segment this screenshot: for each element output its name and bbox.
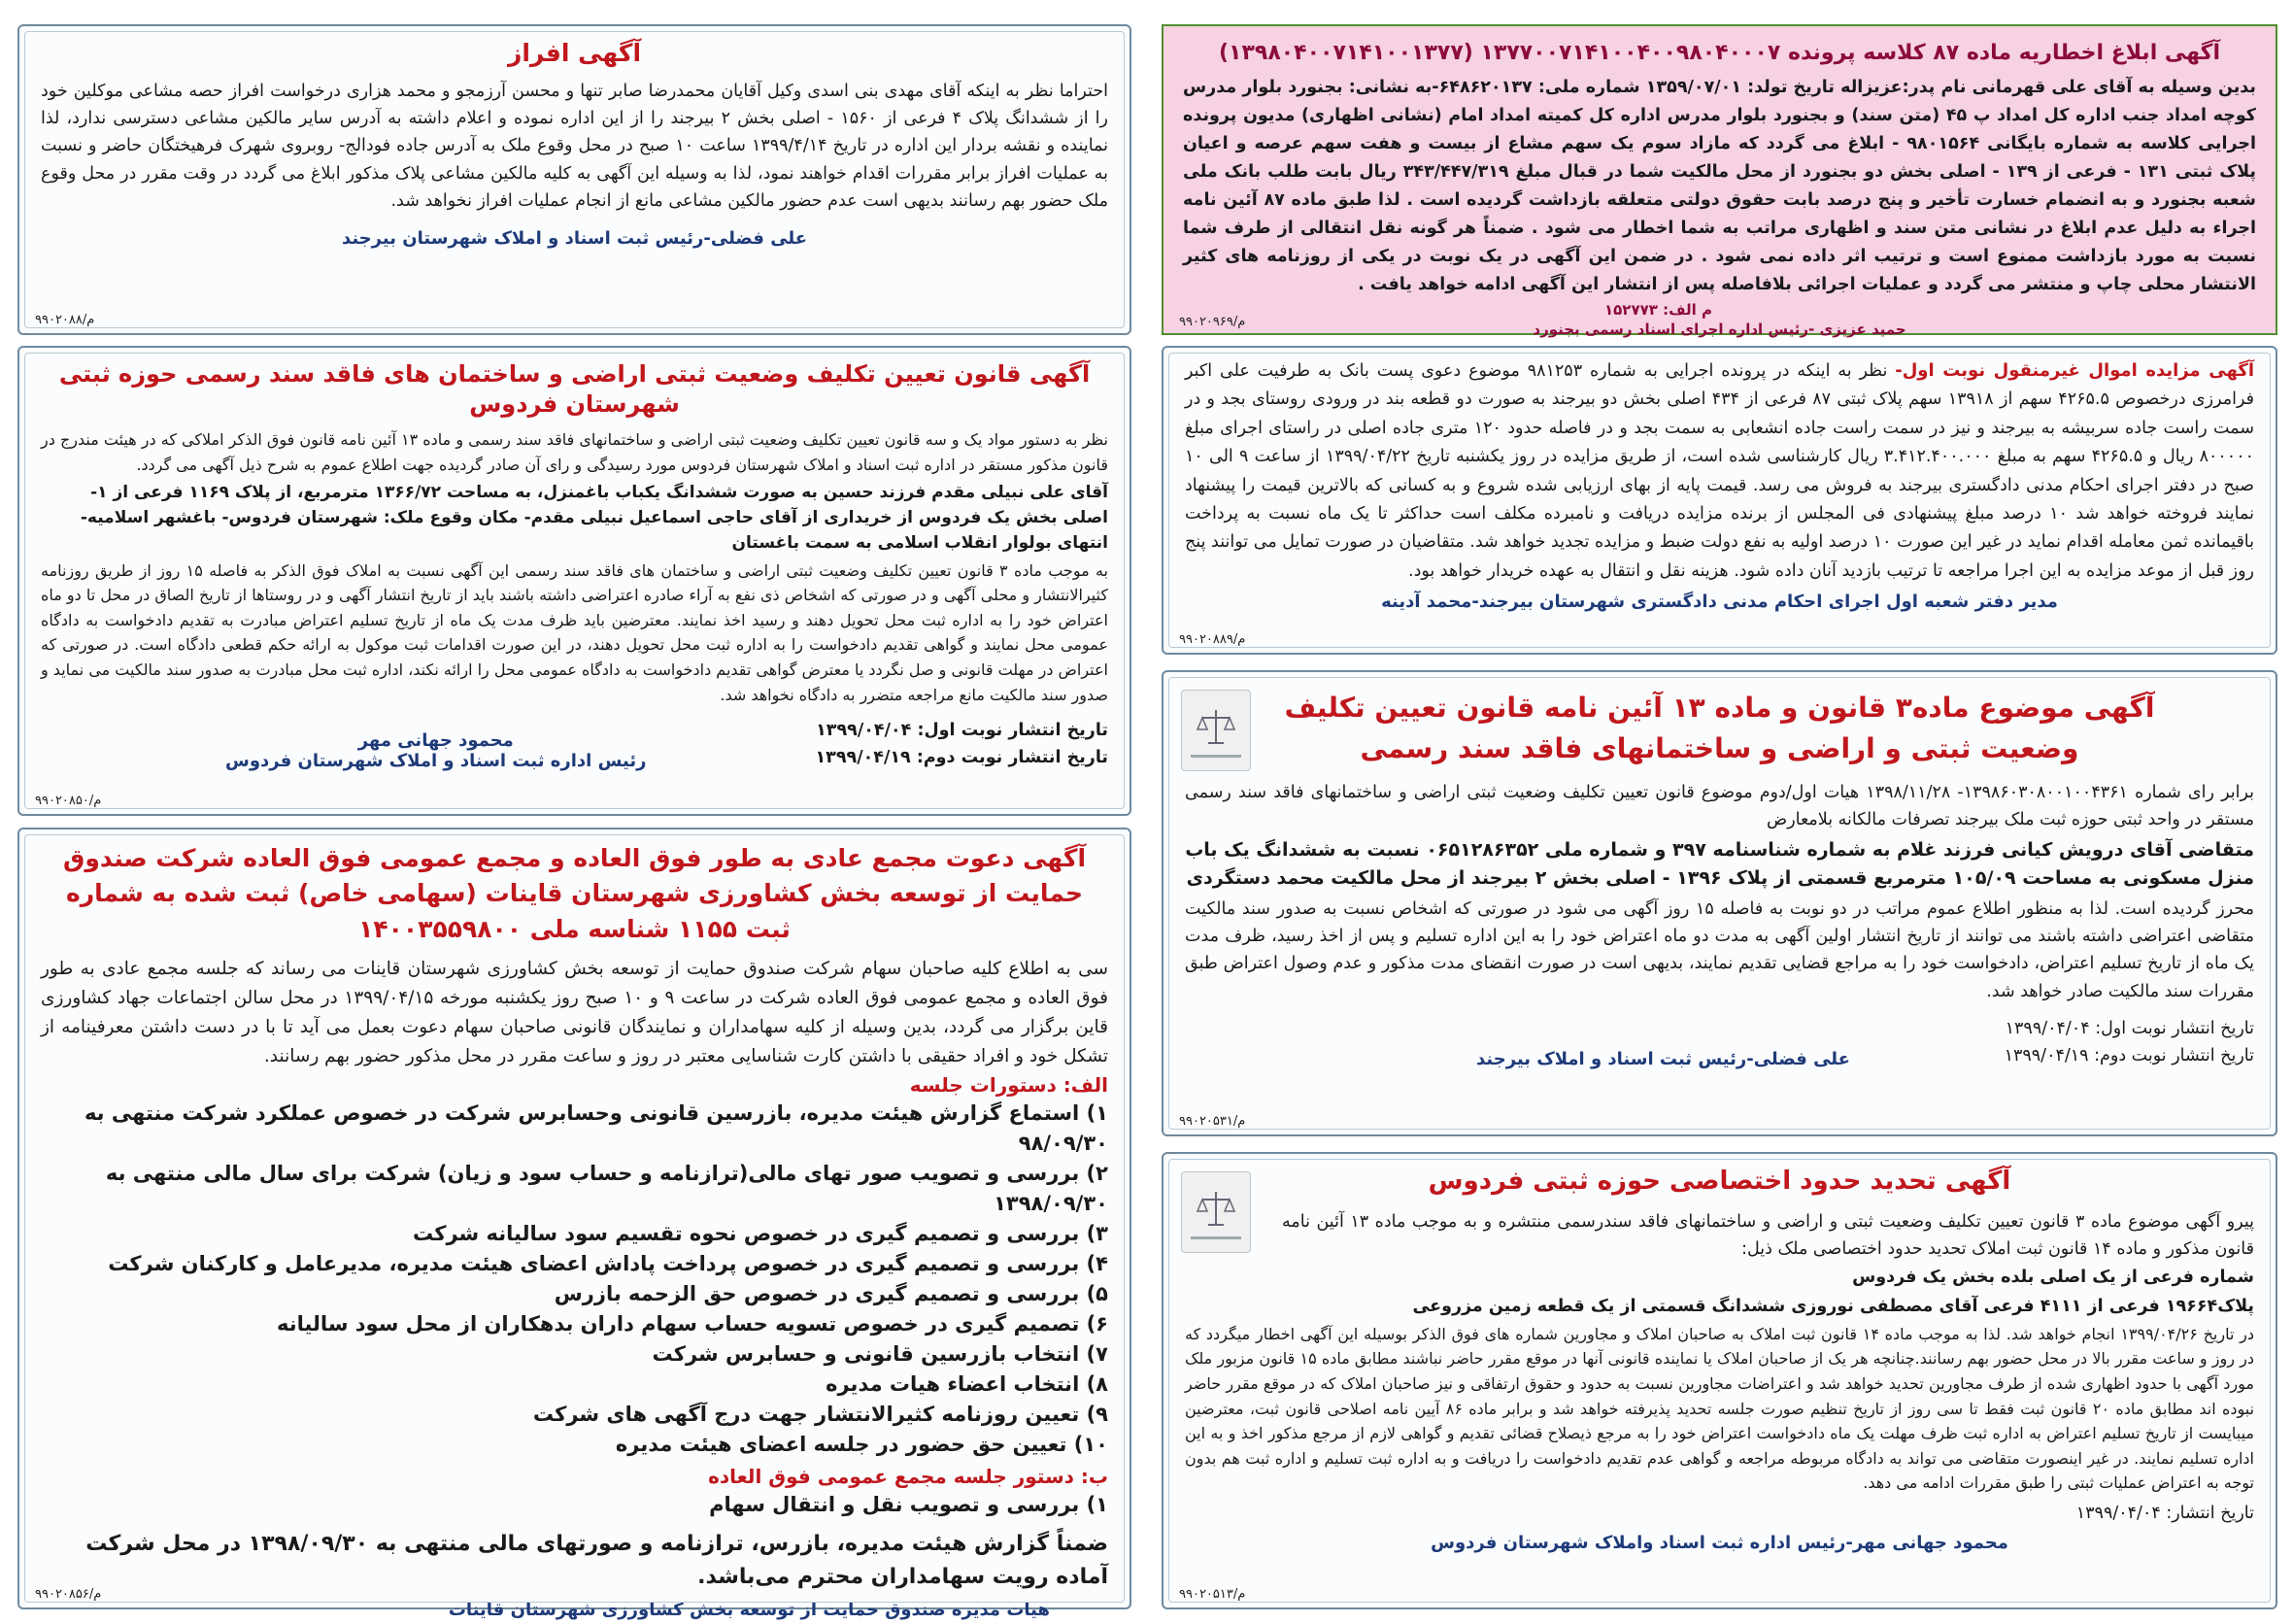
agenda-item: ۱) بررسی و تصویب نقل و انتقال سهام — [709, 1492, 1108, 1516]
auction-body — [1185, 357, 2254, 586]
assembly-signature: هیات مدیره صندوق حمایت از توسعه بخش کشاورزی شهرستان قاینات — [448, 1599, 1050, 1620]
ferdows-status-body: نظر به دستور مواد یک و سه قانون تعیین تکلیف وضعیت ثبتی اراضی و ساختمانهای فاقد سند رسمی و ماده ۱۳ آئین نامه قانون فوق الذکر املاکی که در هیئت مندرج در قانون مذکور مستقر در اداره ثبت اسناد و املاک شهرستان فردوس مورد رسیدگی و رای آن صادر گردیده جهت اطلاع عموم به شرح ذیل آگهی می گردد. — [41, 430, 1108, 474]
assembly-agenda — [41, 1099, 1108, 1461]
afraz-notice — [17, 24, 1131, 335]
assembly-title: آگهی دعوت مجمع عادی به طور فوق العاده و مجمع عمومی فوق العاده شرکت صندوق حمایت از توسعه بخش کشاورزی شهرستان قاینات (سهامی خاص) ثبت شده به شماره ثبت ۱۱۵۵ شناسه ملی ۱۴۰۰۳۵۵۹۸۰۰ — [62, 844, 1087, 943]
ferdows-status-code: م/۹۹۰۲۰۸۵۰ — [35, 794, 102, 808]
birjand-status-highlight: متقاضی آقای درویش کیانی فرزند غلام به شماره شناسنامه ۳۹۷ و شماره ملی ۰۶۵۱۲۸۶۳۵۲ نسبت به ششدانگ یک باب منزل مسکونی به مساحت ۱۰۵/۰۹ مترمربع قسمتی از پلاک ۱۳۹۶ - اصلی بخش ۲ بیرجند از محل مالکیت محمد دستگردی — [1185, 838, 2254, 890]
boundary-code: م/۹۹۰۲۰۵۱۳ — [1179, 1587, 1246, 1602]
birjand-status-title: آگهی موضوع ماده۳ قانون و ماده ۱۳ آئین نامه قانون تعیین تکلیف وضعیت ثبتی و اراضی و ساختمانهای فاقد سند رسمی — [1284, 692, 2155, 764]
assembly-body: سی به اطلاع کلیه صاحبان سهام شرکت صندوق حمایت از توسعه بخش کشاورزی شهرستان قاینات می رساند که جلسه مجمع عادی به طور فوق العاده و مجمع عمومی فوق العاده شرکت در ساعت ۹ و ۱۰ صبح روز یکشنبه مورخه ۱۳۹۹/۰۴/۱۵ در محل سالن اجتماعات جهاد کشاورزی قاین برگزار می گردد، بدین وسیله از کلیه سهامداران و نمایندگان قانونی صاحبان سهام دعوت بعمل می آید تا با در دست داشتن معرفینامه از تشکل خود و افراد حقیقی با داشتن کارت شناسایی معتبر در روز و ساعت مقرر در محل مذکور حضور بهم رسانند. — [41, 958, 1109, 1066]
ferdows-status-body2: به موجب ماده ۳ قانون تعیین تکلیف وضعیت ثبتی اراضی و ساختمان های فاقد سند رسمی این آگهی نسبت به املاک فوق الذکر به فاصله ۱۵ روز از طریق روزنامه کثیرالانتشار و محلی آگهی و در صورتی که اشخاص ذی نفع به آراء صادره اعتراضی داشته باشند باید از تاریخ انتشار آگهی و در روستاها از تاریخ الصاق در محل تا دو ماه اعتراض خود را به اداره ثبت محل تحویل دهند و رسید اخذ نمایند. معترضین باید ظرف مدت یک ماه از تاریخ تسلیم اعتراض مبادرت به تقدیم دادخواست به دادگاه عمومی محل نمایند و گواهی تقدیم دادخواست را به اداره ثبت محل تحویل دهند، در این صورت اقدامات ثبت موکول به ارائه حکم قطعی دادگاه است. در صورتی که اعتراض در مهلت قانونی و صل نگردد یا معترض گواهی تقدیم دادخواست به دادگاه عمومی محل را ارائه نکند، اداره ثبت محل مبادرت به صدور سند مالکیت می نماید و صدور سند مالکیت مانع مراجعه متضرر به دادگاه نخواهد شد. — [40, 560, 1108, 704]
boundary-body2: در تاریخ ۱۳۹۹/۰۴/۲۶ انجام خواهد شد. لذا به موجب ماده ۱۴ قانون ثبت املاک به صاحبان املاک و مجاورین شماره های فوق الذکر بوسیله این آگهی اخطار میگردد که در روز و ساعت مقرر بالا در محل حضور بهم رسانند.چنانچه هر یک از صاحبان املاک یا نماینده قانونی آنها در موقع مقرر حاضر نباشند مطابق ماده ۱۵ قانون مزبور ملک مورد آگهی با حدود اظهاری شده از طرف مجاورین تحدید خواهد شد و اعتراضات مجاورین نسبت به حدود و حقوق ارتفاقی و نیز صاحبان املاک که در موقع مقرر حاضر نبوده اند مطابق ماده ۲۰ قانون ثبت فقط تا سی روز از تاریخ تنظیم صورت جلسه تحدید پذیرفته خواهد شد و برابر ماده ۸۶ آیین نامه اصلاحی قانون ثبت، معترضین میبایست از تاریخ تسلیم اعتراض به اداره ثبت ظرف مهلت یک ماه دادخواست اعتراض خود را به مرجع ذیصلاح قضائی تقدیم و گواهی لازم از مرجع مذکور اخذ و به این اداره تسلیم نمایند. در غیر اینصورت متقاضی می تواند به دادگاه مربوطه مراجعه و گواهی عدم تقدیم دادخواست را دریافت و به اداره ثبت تسلیم و اداره ثبت هم بدون توجه به اعتراض عملیات ثبتی را طبق مقررات ادامه می دهد. — [1185, 1324, 2255, 1493]
afraz-code: م/۹۹۰۲۰۸۸ — [35, 313, 95, 327]
boundary-signature: محمود جهانی مهر-رئیس اداره ثبت اسناد واملاک شهرستان فردوس — [1431, 1532, 2008, 1553]
assembly-note: ضمناً گزارش هیئت مدیره، بازرس، ترازنامه و صورتهای مالی منتهی به ۱۳۹۸/۰۹/۳۰ در محل شرکت آماده رویت سهامداران محترم می‌باشد. — [85, 1531, 1108, 1589]
birjand-status-notice — [1162, 670, 2277, 1136]
afraz-title: آگهی افراز — [507, 39, 642, 67]
assembly-agenda-b — [41, 1490, 1108, 1520]
birjand-status-date2: تاریخ انتشار نوبت دوم: ۱۳۹۹/۰۴/۱۹ — [2004, 1045, 2254, 1066]
ferdows-status-date1: تاریخ انتشار نوبت اول: ۱۳۹۹/۰۴/۰۴ — [816, 721, 1108, 741]
agenda-item: ۷) انتخاب بازرسین قانونی و حسابرس شرکت — [652, 1342, 1108, 1367]
agenda-item: ۱۰) تعیین حق حضور در جلسه اعضای هیئت مدیره — [615, 1433, 1108, 1457]
ferdows-status-signer-name: محمود جهانی مهر — [357, 730, 514, 752]
agenda-item: ۵) بررسی و تصمیم گیری در خصوص حق الزحمه بازرس — [554, 1282, 1108, 1306]
birjand-status-code: م/۹۹۰۲۰۵۳۱ — [1179, 1114, 1246, 1129]
birjand-status-signature: علی فضلی-رئیس ثبت اسناد و املاک بیرجند — [1476, 1048, 1850, 1069]
agenda-item: ۴) بررسی و تصمیم گیری در خصوص پرداخت پاداش اعضای هیئت مدیره، مدیرعامل و کارکنان شرکت — [108, 1252, 1108, 1276]
execution-notice-body: بدین وسیله به آقای علی قهرمانی نام پدر:عزیزاله تاریخ تولد: ۱۳۵۹/۰۷/۰۱ شماره ملی: ۶۴۸۶۲۰۱۳۷-به نشانی: بجنورد بلوار مدرس کوچه امداد جنب اداره کل امداد پ ۴۵ (متن سند) و بجنورد بلوار مدرس اداره کل کمیته امداد امام (نشانی اظهاری) مدیون پرونده اجرایی کلاسه به شماره بایگانی ۹۸۰۱۵۶۴ - ابلاغ می گردد که مازاد سوم یک سهم مشاع از بیست و هفت سهم عرصه و اعیان پلاک ثبتی ۱۳۱ - فرعی از ۱۳۹ - اصلی بخش دو بجنورد از محل مالکیت شما در قبال مبلغ ۳۴۳/۴۴۷/۳۱۹ ریال بابت طلب بانک ملی شعبه بجنورد و به انضمام خسارت تأخیر و پنج درصد بابت حقوق دولتی متعلقه بازداشت گردیده است . لذا طبق ماده ۸۷ آئین نامه اجراء به دلیل عدم ابلاغ در نشانی متن سند و اظهاری مراتب به شما اخطار می شود . ضمناً هر گونه نقل انتقالی از طرف شما نسبت به مورد بازداشت ممنوع است و ترتیب اثر داده نمی شود . در ضمن این آگهی در یک نوبت در یکی از روزنامه های کثیر الانتشار محلی چاپ و منتشر می گردد و عملیات اجرائی بلافاصله پس از انتشار این آگهی ادامه خواهد یافت . — [1183, 77, 2256, 294]
agenda-item: ۶) تصمیم گیری در خصوص تسویه حساب سهام داران بدهکاران از محل سود سالیانه — [276, 1312, 1108, 1336]
auction-title: آگهی مزایده اموال غیرمنقول نوبت اول- — [1895, 360, 2254, 381]
ferdows-status-highlight: آقای علی نبیلی مقدم فرزند حسین به صورت ششدانگ یکباب باغمنزل، به مساحت ۱۳۶۶/۷۲ مترمربع، از پلاک ۱۱۶۹ فرعی از ۱- اصلی بخش یک فردوس از خریداری از آقای حاجی اسماعیل نبیلی مقدم- مکان وقوع ملک: شهرستان فردوس- باغشهر اسلامیه- انتهای بولوار انقلاب اسلامی به سمت باغستان — [80, 482, 1108, 554]
agenda-item: ۱) استماع گزارش هیئت مدیره، بازرسین قانونی وحسابرس شرکت در خصوص عملکرد شرکت منتهی به ۹۸/۰۹/۳۰ — [84, 1100, 1108, 1155]
auction-notice — [1162, 346, 2277, 655]
ferdows-status-title: آگهی قانون تعیین تکلیف وضعیت ثبتی اراضی و ساختمان های فاقد سند رسمی حوزه ثبتی شهرستان فردوس — [58, 360, 1091, 419]
execution-notice-code: م/۹۹۰۲۰۹۶۹ — [1179, 315, 1246, 329]
afraz-signature: علی فضلی-رئیس ثبت اسناد و املاک شهرستان بیرجند — [341, 228, 808, 250]
assembly-section-a: الف: دستورات جلسه — [909, 1072, 1108, 1097]
agenda-item: ۳) بررسی و تصمیم گیری در خصوص نحوه تقسیم سود سالیانه شرکت — [413, 1221, 1108, 1245]
birjand-status-date1: تاریخ انتشار نوبت اول: ۱۳۹۹/۰۴/۰۴ — [2005, 1018, 2254, 1038]
ferdows-status-date2: تاریخ انتشار نوبت دوم: ۱۳۹۹/۰۴/۱۹ — [815, 748, 1108, 768]
boundary-line1: شماره فرعی از یک اصلی بلده بخش یک فردوس — [1852, 1268, 2254, 1288]
scales-icon — [1193, 1186, 1239, 1233]
boundary-body: پیرو آگهی موضوع ماده ۳ قانون تعیین تکلیف وضعیت ثبتی و اراضی و ساختمانهای فاقد سندرسمی منتشره و به موجب ماده ۱۳ آئین نامه قانون مذکور و ماده ۱۴ قانون ثبت املاک تحدید حدود اختصاصی ملک ذیل: — [1282, 1211, 2255, 1260]
afraz-body: احتراما نظر به اینکه آقای مهدی بنی اسدی وکیل آقایان محمدرضا صابر تنها و محسن آرزمجو و محمد هزاری درخواست افراز حصه مشاعی موکلین خود را از ششدانگ پلاک ۴ فرعی از ۱۵۶۰ - اصلی بخش ۲ بیرجند را از این اداره نموده و اعلام داشته به آدرس سایر مالکین مشاعی دسترسی ندارد، لذا نماینده و نقشه بردار این اداره در تاریخ ۱۳۹۹/۴/۱۴ ساعت ۱۰ صبح در محل وقوع ملک به آدرس جاده فودالج- روبروی شهرک فرهیختگان حاضر و نسبت به عملیات افراز برابر مقررات اقدام خواهند نمود، لذا به وسیله این آگهی به کلیه مالکین مشاعی پلاک مذکور ابلاغ می گردد در وقت مقرر در محل وقوع ملک حضور بهم رسانند بدیهی است عدم حضور مالکین مشاعی مانع از انجام عملیات افراز نخواهد شد. — [41, 81, 1109, 211]
agenda-item: ۲) بررسی و تصویب صور تهای مالی(ترازنامه و حساب سود و زیان) شرکت برای سال مالی منتهی به ۱۳۹۸/۰۹/۳۰ — [105, 1161, 1108, 1215]
assembly-code: م/۹۹۰۲۰۸۵۶ — [35, 1587, 102, 1602]
agenda-item: ۸) انتخاب اعضاء هیات مدیره — [826, 1372, 1108, 1397]
assembly-section-b: ب: دستور جلسه مجمع عمومی فوق العاده — [708, 1464, 1108, 1488]
execution-notice-title: آگهی ابلاغ اخطاریه ماده ۸۷ کلاسه پرونده ۱۳۷۷۰۰۷۱۴۱۰۰۴۰۰۹۸۰۴۰۰۰۷ (۱۳۹۸۰۴۰۰۷۱۴۱۰۰۱۳۷۷) — [1218, 41, 2221, 65]
execution-notice-signature: حمید عزیزی -رئیس اداره اجرای اسناد رسمی بجنورد — [1533, 320, 1906, 338]
auction-signature: مدیر دفتر شعبه اول اجرای احکام مدنی دادگستری شهرستان بیرجند-محمد آدینه — [1381, 592, 2058, 613]
boundary-title: آگهی تحدید حدود اختصاصی حوزه ثبتی فردوس — [1428, 1167, 2011, 1196]
birjand-status-body2: محرز گردیده است. لذا به منظور اطلاع عموم مراتب در دو نوبت به فاصله ۱۵ روز آگهی می شود در صورتی که اشخاص نسبت به صدور سند مالکیت متقاضی اعتراضی داشته باشند می توانند از تاریخ انتشار اولین آگهی به مدت دو ماه اعتراض خود را به این اداره تسلیم و پس از اخذ رسید، ظرف مدت یک ماه از تاریخ تسلیم اعتراض، دادخواست خود را به مراجع قضایی تقدیم نمایند، بدیهی است در صورت انقضای مدت مذکور و عدم وصول اعتراض طبق مقررات سند مالکیت صادر خواهد شد. — [1185, 898, 2254, 1001]
ferdows-status-notice — [17, 346, 1131, 816]
boundary-date: تاریخ انتشار: ۱۳۹۹/۰۴/۰۴ — [2075, 1503, 2254, 1523]
execution-notice — [1162, 24, 2277, 338]
scales-icon — [1193, 704, 1239, 751]
auction-text: نظر به اینکه در پرونده اجرایی به شماره ۹۸۱۲۵۳ موضوع دعوی پست بانک به طرفیت علی اکبر فرامرزی درخصوص ۴۲۶۵.۵ سهم از ۱۳۹۱۸ سهم پلاک ثبتی ۸۷ فرعی از ۴۳۴ اصلی بخش دو بیرجند به صورت دو قطعه بند در ورودی روستای بجد و در سمت راست جاده سربیشه به بیرجند و نیز در سمت راست جاده انشعابی به سمت بجد و در فاصله حدود ۱۲۰ متری جاده اصلی در راستای اجرای مبلغ ۸۰۰۰۰۰ ریال و ۴۲۶۵.۵ سهم به مبلغ ۳.۴۱۲.۴۰۰.۰۰۰ ریال کارشناسی شده است، از طریق مزایده در روز یکشنبه تاریخ ۱۳۹۹/۰۴/۲۲ از ساعت ۹ الی ۱۰ صبح در دفتر اجرای احکام مدنی دادگستری بیرجند به فروش می رسد. قیمت پایه از بهای ارزیابی شده شروع و به کسانی که بالاترین قیمت را پیشنهاد نمایند فروخته خواهد شد ۱۰ درصد مبلغ پیشنهادی فی المجلس از برنده مزایده دریافت و نامبرده مکلف است حداکثر تا یک ماه نسبت به پرداخت باقیمانده ثمن معامله اقدام نماید در غیر این صورت ۱۰ درصد اولیه به نفع دولت ضبط و مزایده تجدید خواهد شد. متقاضیان در صورت تمایل می توانند پنج روز قبل از موعد مزایده به این اجرا مراجعه تا ترتیب بازدید آنان داده شود. هزینه نقل و انتقال به عهده خریدار خواهد بود. — [1185, 361, 2255, 581]
execution-notice-ref: م الف: ۱۵۲۷۷۳ — [1603, 300, 1712, 319]
boundary-line2: پلاک۱۹۶۶۴ فرعی از ۴۱۱۱ فرعی آقای مصطفی نوروزی ششدانگ قسمتی از یک قطعه زمین مزروعی — [1412, 1296, 2254, 1316]
birjand-status-body: برابر رای شماره ۱۳۹۸۶۰۳۰۸۰۰۱۰۰۴۳۶۱- ۱۳۹۸/۱۱/۲۸ هیات اول/دوم موضوع قانون تعیین تکلیف وضعیت ثبتی اراضی و ساختمانهای فاقد سند رسمی مستقر در واحد ثبتی حوزه ثبت ملک بیرجند تصرفات مالکانه بلامعارض — [1185, 783, 2254, 830]
boundary-notice — [1162, 1152, 2277, 1609]
judiciary-emblem-icon — [1181, 690, 1251, 771]
ferdows-status-signature — [225, 730, 647, 771]
ferdows-status-signer-title: رئیس اداره ثبت اسناد و املاک شهرستان فردوس — [225, 751, 647, 772]
auction-code: م/۹۹۰۲۰۸۸۹ — [1179, 632, 1246, 647]
birjand-status-dates — [2005, 1015, 2254, 1069]
assembly-invitation — [17, 828, 1131, 1620]
judiciary-emblem-icon — [1181, 1171, 1251, 1253]
agenda-item: ۹) تعیین روزنامه کثیرالانتشار جهت درج آگهی های شرکت — [532, 1403, 1108, 1427]
ferdows-status-dates — [816, 717, 1109, 771]
